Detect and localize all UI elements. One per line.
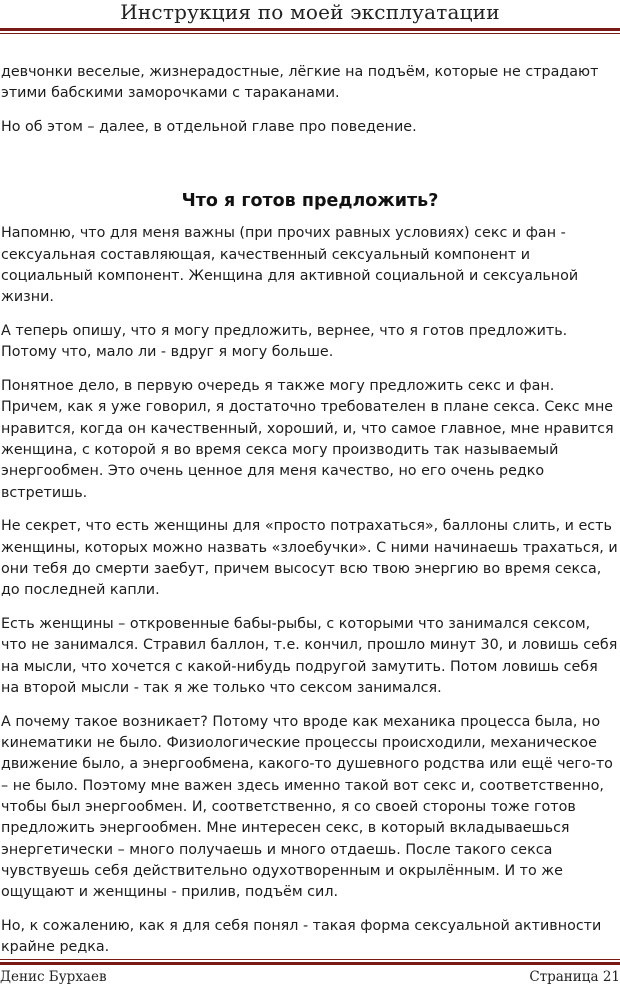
header-rule-thick — [0, 28, 620, 31]
paragraph: Не секрет, что есть женщины для «просто потрахаться», баллоны слить, и есть женщины, которых можно назвать «злоебучки». С ними начинаешь трахаться, и они тебя до смерти заебут, причем высосут всю твою энергию во время секса, до последней капли. — [1, 518, 618, 599]
paragraph: А почему такое возникает? Потому что вроде как механика процесса была, но кинематики не было. Физиологические процессы происходили, механическое движение было, а энергообмена, какого-то душевного родства или ещё чего-то – не было. Поэтому мне важен здесь именно такой вот секс и, соответственно, чтобы был энергообмен. И, соответственно, я со своей стороны тоже готов предложить энергообмен. Мне интересен секс, в который вкладываешься энергетически – много получаешь и много отдаешь. После такого секса чувствуешь себя действительно одухотворенным и окрылённым. И то же ощущают и женщины - прилив, подъём сил. — [1, 713, 613, 901]
header-rule-thin — [0, 33, 620, 34]
footer-rule-thin — [0, 959, 620, 960]
paragraph: Есть женщины – откровенные бабы-рыбы, с которыми что занимался сексом, что не занимался. Стравил баллон, т.е. кончил, прошло минут 30, и ловишь себя на мысли, что хочется с какой-нибудь подругой замутить. Потом ловишь себя на второй мысли - так я же только что сексом занимался. — [1, 616, 618, 697]
paragraph: Напомню, что для меня важны (при прочих равных условиях) секс и фан - сексуальная составляющая, качественный сексуальный компонент и социальный компонент. Женщина для активной социальной и сексуальной жизни. — [1, 225, 579, 306]
footer-rule-thick — [0, 962, 620, 965]
running-title: Инструкция по моей эксплуатации — [120, 0, 500, 24]
paragraph: Но об этом – далее, в отдельной главе про поведение. — [1, 119, 417, 136]
paragraph: А теперь опишу, что я могу предложить, вернее, что я готов предложить. Потому что, мало ли - вдруг я могу больше. — [1, 323, 568, 361]
section-heading: Что я готов предложить? — [181, 191, 439, 212]
footer-author: Денис Бурхаев — [0, 969, 107, 985]
footer-page-number: Страница 21 — [529, 969, 620, 985]
paragraph: Но, к сожалению, как я для себя понял - такая форма сексуальной активности крайне редка. — [1, 918, 602, 956]
paragraph: девчонки веселые, жизнерадостные, лёгкие на подъём, которые не страдают этими бабскими заморочками с тараканами. — [1, 64, 599, 102]
paragraph: Понятное дело, в первую очередь я также могу предложить секс и фан. Причем, как я уже говорил, я достаточно требователен в плане секса. Секс мне нравится, когда он качественный, хороший, и, что самое главное, мне нравится женщина, с которой я во время секса могу производить так называемый энергообмен. Это очень ценное для меня качество, но его очень редко встретишь. — [1, 378, 614, 501]
page-body — [1, 62, 619, 971]
